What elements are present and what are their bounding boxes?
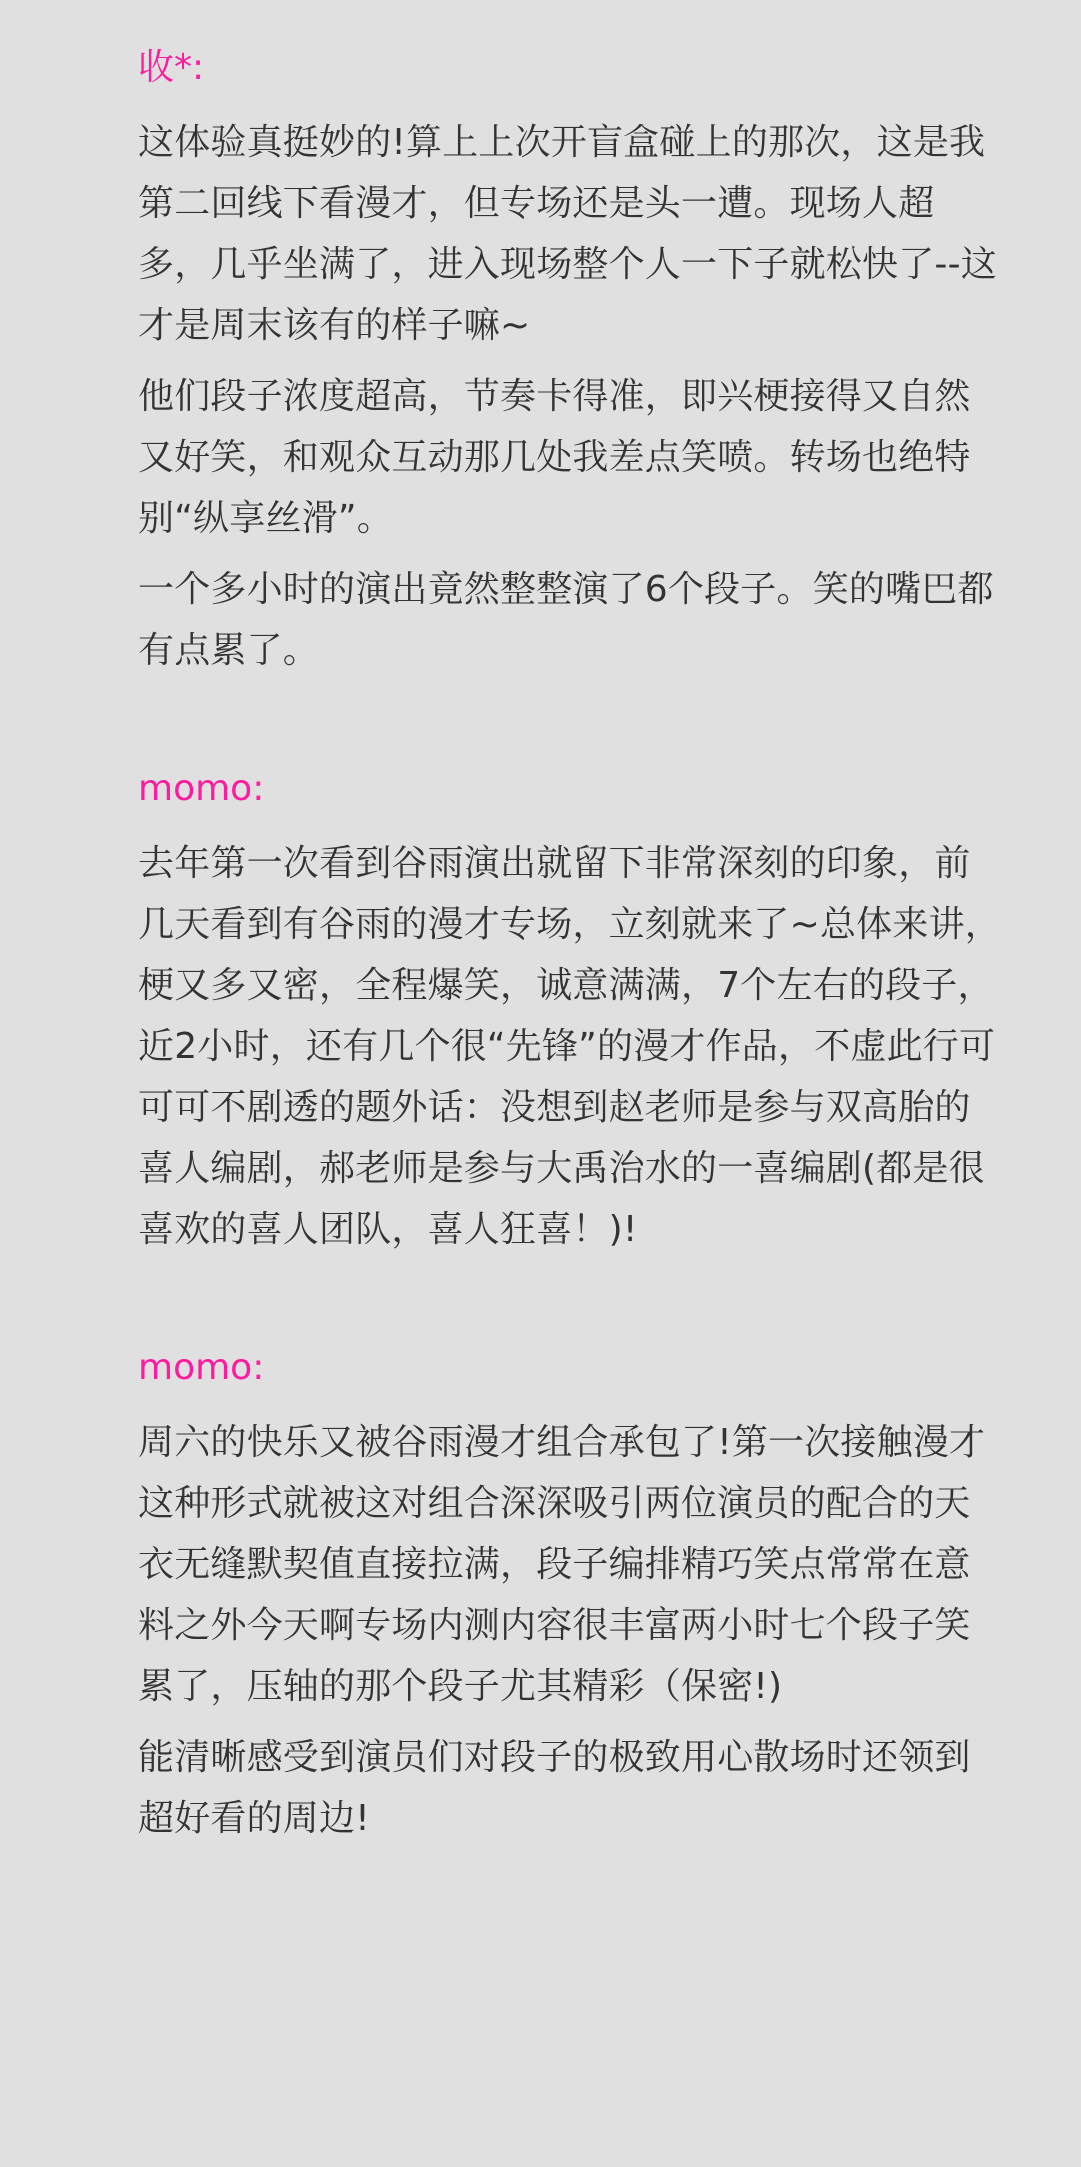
review-paragraph: 他们段子浓度超高，节奏卡得准，即兴梗接得又自然又好笑，和观众互动那几处我差点笑喷。转场也绝特别“纵享丝滑”。 — [138, 376, 971, 539]
review-3 — [138, 1338, 1001, 1849]
review-author: 收*: — [138, 47, 205, 88]
review-paragraph: 周六的快乐又被谷雨漫才组合承包了!第一次接触漫才这种形式就被这对组合深深吸引两位演员的配合的天衣无缝默契值直接拉满，段子编排精巧笑点常常在意料之外今天啊专场内测内容很丰富两小时七个段子笑累了，压轴的那个段子尤其精彩（保密!) — [138, 1422, 986, 1707]
review-paragraph: 去年第一次看到谷雨演出就留下非常深刻的印象，前几天看到有谷雨的漫才专场，立刻就来了~总体来讲，梗又多又密，全程爆笑，诚意满满，7个左右的段子，近2小时，还有几个很“先锋”的漫才作品，不虚此行可可可不剧透的题外话：没想到赵老师是参与双高胎的喜人编剧，郝老师是参与大禹治水的一喜编剧(都是很喜欢的喜人团队，喜人狂喜！)! — [138, 843, 1001, 1250]
review-paragraph: 一个多小时的演出竟然整整演了6个段子。笑的嘴巴都有点累了。 — [138, 569, 994, 671]
review-1 — [138, 38, 1001, 681]
review-2 — [138, 759, 1001, 1260]
review-author: momo: — [138, 1347, 265, 1388]
review-author: momo: — [138, 768, 265, 809]
review-paragraph: 这体验真挺妙的!算上上次开盲盒碰上的那次，这是我第二回线下看漫才，但专场还是头一遭。现场人超多，几乎坐满了，进入现场整个人一下子就松快了--这才是周末该有的样子嘛~ — [138, 122, 997, 346]
review-paragraph: 能清晰感受到演员们对段子的极致用心散场时还领到超好看的周边! — [138, 1737, 971, 1839]
